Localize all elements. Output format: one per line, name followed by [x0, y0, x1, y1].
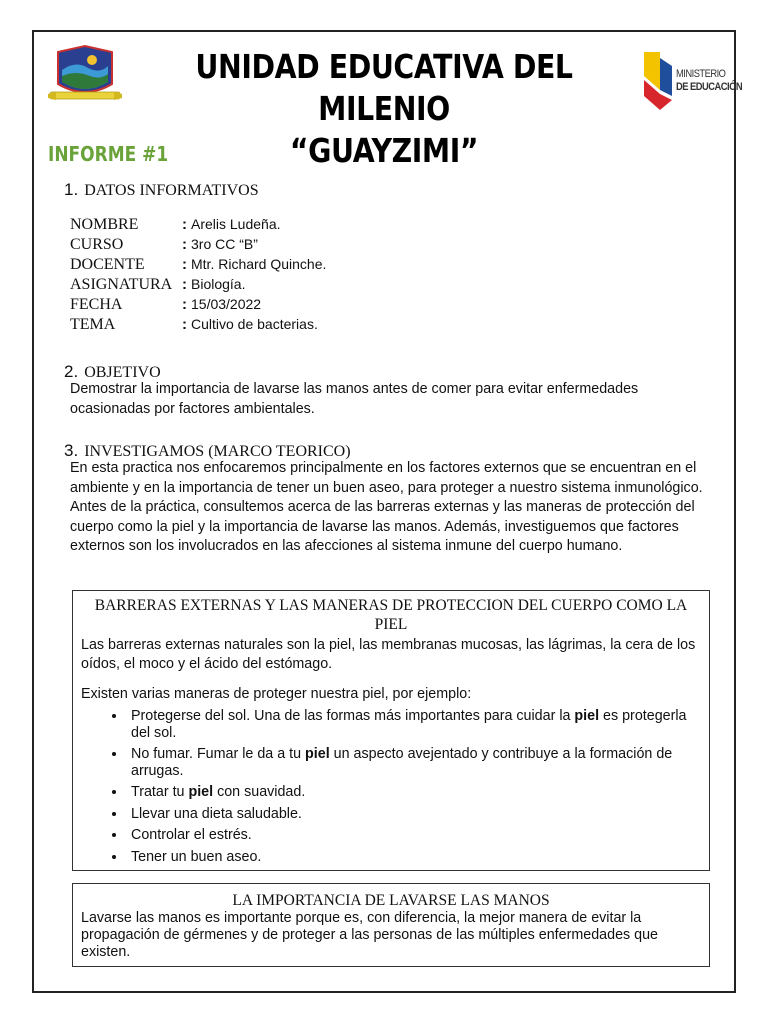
section-3-title: INVESTIGAMOS (MARCO TEORICO) [84, 443, 351, 460]
info-label: NOMBRE [70, 216, 139, 233]
ministry-logo [640, 48, 743, 114]
report-title: INFORME #1 [48, 142, 169, 166]
info-colon: : [182, 216, 187, 233]
skin-barriers-box [72, 590, 710, 871]
school-name-line2: “GUAYZIMI” [289, 131, 479, 170]
info-label: TEMA [70, 316, 116, 333]
info-colon: : [182, 316, 187, 333]
skin-barriers-title: BARRERAS EXTERNAS Y LAS MANERAS DE PROTECCION DEL CUERPO COMO LA PIEL [94, 597, 688, 633]
list-item [127, 746, 701, 779]
school-crest-logo [46, 44, 124, 106]
section-3-heading [64, 441, 351, 461]
info-value: Arelis Ludeña. [191, 216, 281, 232]
list-item-bold: piel [188, 784, 214, 800]
info-row [70, 216, 326, 236]
list-item-text-end: con suavidad. [213, 784, 306, 800]
framework-text: En esta practica nos enfocaremos principalmente en los factores externos que se encuentran en el ambiente y en la importancia de tener un buen aseo, para proteger a nuestro sistema inmunológico. Antes de la práctica, consultemos acerca de las barreras externas y las maneras de protección del cuerpo como la piel y la importancia de lavarse las manos. Además, investiguemos que factores externos son los involucrados en las afecciones al sistema inmune del cuerpo humano. [70, 460, 703, 554]
list-item [127, 784, 701, 801]
info-row [70, 276, 326, 296]
info-colon: : [182, 236, 187, 253]
list-item-bold: piel [305, 746, 330, 762]
list-item-bold: piel [574, 708, 600, 724]
info-value: Mtr. Richard Quinche. [191, 256, 327, 272]
list-item-text: Protegerse del sol. Una de las formas más importantes para cuidar la [131, 708, 575, 724]
ministry-name-line2: DE EDUCACIÓN [676, 81, 743, 93]
info-value: 15/03/2022 [191, 296, 262, 312]
info-label: DOCENTE [70, 256, 145, 273]
section-1-title: DATOS INFORMATIVOS [84, 182, 259, 199]
list-item [127, 708, 701, 741]
skin-barriers-para2: Existen varias maneras de proteger nuestra piel, por ejemplo: [81, 686, 472, 702]
info-colon: : [182, 276, 187, 293]
section-2-title: OBJETIVO [84, 364, 161, 381]
info-table [70, 216, 326, 336]
info-row [70, 296, 326, 316]
section-2-heading [64, 362, 161, 382]
list-item-text: Tratar tu [131, 784, 189, 800]
school-name-line1: UNIDAD EDUCATIVA DEL MILENIO [195, 47, 573, 128]
info-value: 3ro CC “B” [191, 236, 258, 252]
list-item [127, 827, 701, 844]
info-colon: : [182, 256, 187, 273]
info-value: Cultivo de bacterias. [191, 316, 318, 332]
list-item-text: Controlar el estrés. [131, 827, 252, 843]
list-item-text-end: es protegerla del sol. [131, 708, 687, 741]
skin-protection-list [81, 708, 701, 865]
info-label: ASIGNATURA [70, 276, 173, 293]
handwashing-title: LA IMPORTANCIA DE LAVARSE LAS MANOS [232, 892, 550, 909]
section-1-number: 1. [64, 180, 79, 199]
ministry-name-line1: MINISTERIO [676, 68, 726, 80]
list-item-text: Tener un buen aseo. [131, 848, 262, 865]
section-1-heading [64, 180, 259, 200]
info-row [70, 316, 326, 336]
info-row [70, 236, 326, 256]
skin-barriers-para1: Las barreras externas naturales son la piel, las membranas mucosas, las lágrimas, la cera de los oídos, el moco y el ácido del estómago. [81, 637, 696, 672]
list-item [127, 849, 701, 866]
objective-text: Demostrar la importancia de lavarse las manos antes de comer para evitar enfermedades ocasionadas por factores ambientales. [70, 381, 639, 417]
ministry-flag-icon [640, 50, 676, 112]
info-colon: : [182, 296, 187, 313]
info-value: Biología. [191, 276, 246, 292]
section-2-number: 2. [64, 362, 79, 381]
handwashing-text: Lavarse las manos es importante porque es, con diferencia, la mejor manera de evitar la propagación de gérmenes y de proteger a las personas de las múltiples enfermedades que existen. [81, 910, 658, 960]
list-item [127, 806, 701, 823]
section-3-number: 3. [64, 441, 79, 460]
handwashing-box [72, 883, 710, 967]
list-item-text: Llevar una dieta saludable. [131, 805, 302, 822]
info-label: FECHA [70, 296, 123, 313]
info-row [70, 256, 326, 276]
school-title [155, 46, 613, 172]
list-item-text: No fumar. Fumar le da a tu [131, 746, 306, 762]
info-label: CURSO [70, 236, 124, 253]
list-item-text-end: un aspecto avejentado y contribuye a la formación de arrugas. [131, 746, 673, 779]
